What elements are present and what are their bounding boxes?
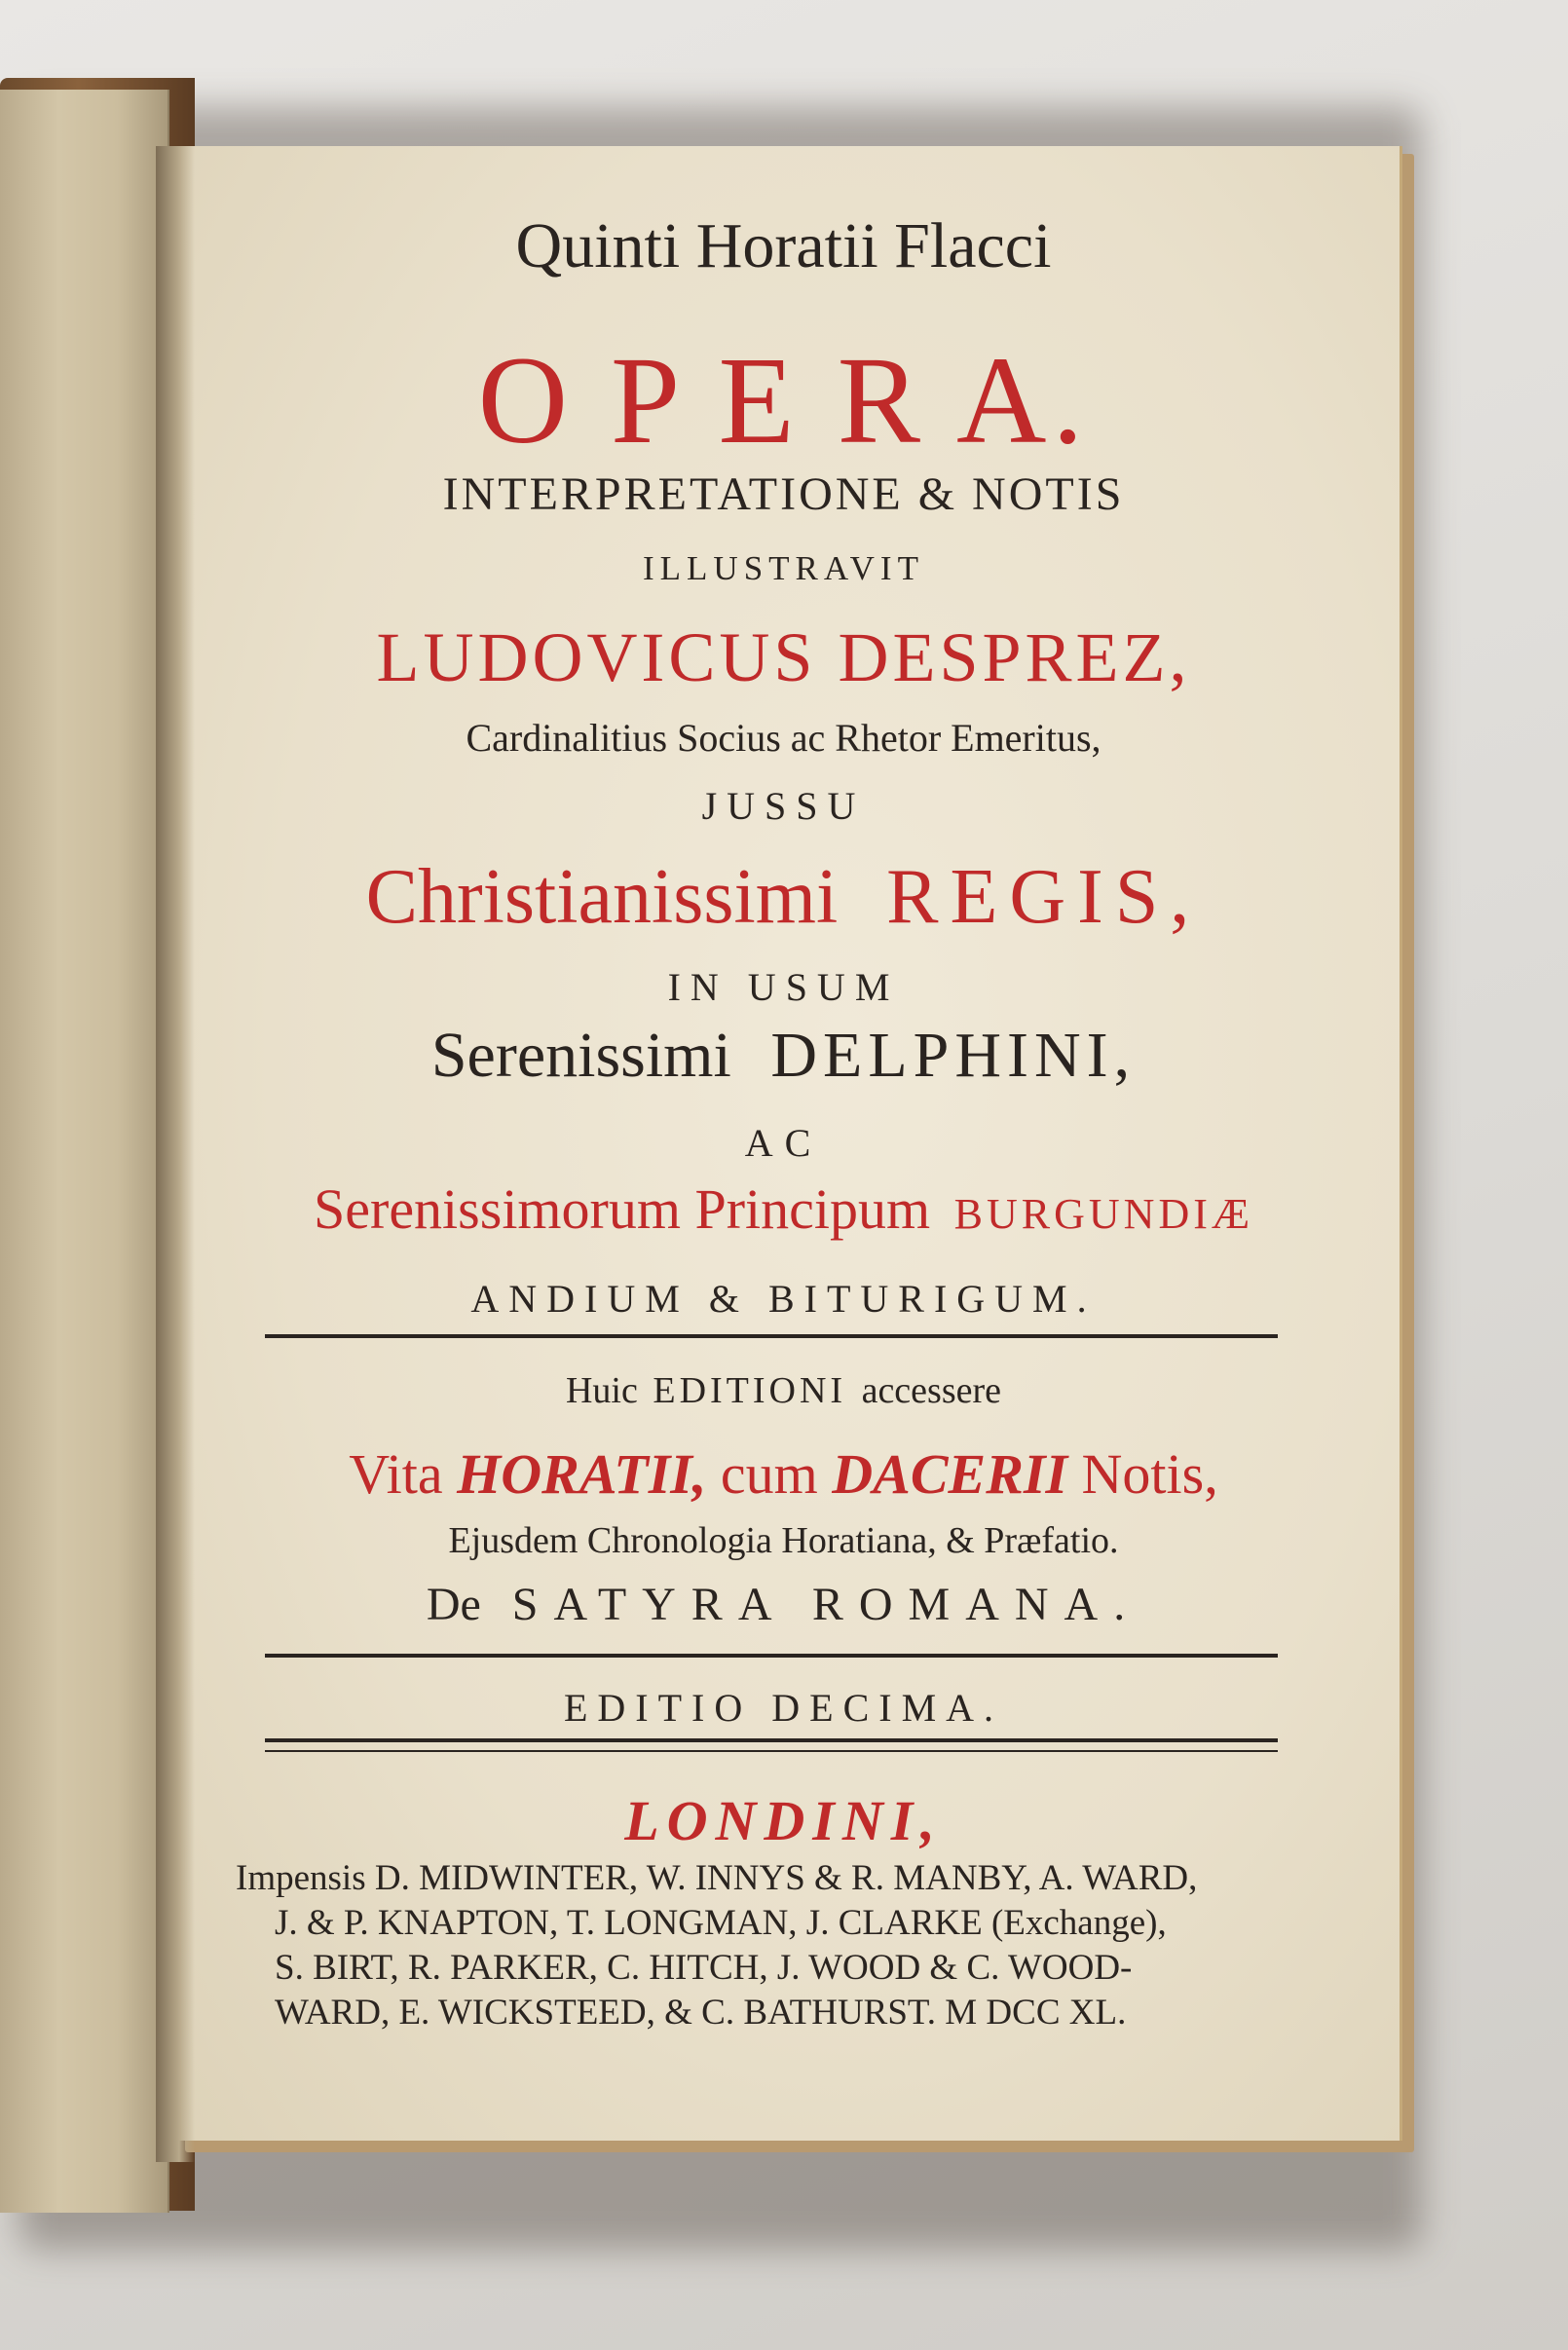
imprint-line-4: WARD, E. WICKSTEED, & C. BATHURST. M DCC XL. xyxy=(275,1993,1127,2033)
cum-word: cum xyxy=(720,1442,818,1506)
city-londini: LONDINI, xyxy=(624,1789,943,1852)
regis-word: REGIS, xyxy=(886,854,1202,940)
dacerii-word: DACERII xyxy=(832,1442,1068,1506)
accessere-word: accessere xyxy=(861,1370,1002,1411)
horatii-word: HORATII, xyxy=(457,1442,707,1506)
notis-word: Notis, xyxy=(1081,1442,1218,1506)
editor-title: Cardinalitius Socius ac Rhetor Emeritus, xyxy=(466,716,1101,760)
vita-line xyxy=(168,1441,1400,1507)
delphini-line xyxy=(168,1019,1400,1093)
andium-line: ANDIUM & BITURIGUM. xyxy=(470,1277,1097,1321)
divider-rule-2 xyxy=(265,1654,1278,1658)
burgundiae-word: BURGUNDIÆ xyxy=(953,1190,1253,1238)
delphini-word: DELPHINI, xyxy=(770,1020,1137,1091)
editio-decima: EDITIO DECIMA. xyxy=(563,1686,1004,1730)
interpretatione-line: INTERPRETATIONE & NOTIS xyxy=(442,468,1125,520)
ac-line: AC xyxy=(744,1121,823,1165)
book-gutter xyxy=(156,146,195,2162)
divider-rule xyxy=(265,1334,1278,1338)
principum-words: Serenissimorum Principum xyxy=(314,1177,931,1241)
ejusdem-line: Ejusdem Chronologia Horatiana, & Præfatio. xyxy=(448,1520,1119,1561)
burgundiae-line xyxy=(168,1176,1400,1242)
imprint-line-2: J. & P. KNAPTON, T. LONGMAN, J. CLARKE (Exchange), xyxy=(275,1903,1167,1943)
regis-line xyxy=(168,853,1400,942)
de-word: De xyxy=(426,1579,481,1630)
imprint-line-3: S. BIRT, R. PARKER, C. HITCH, J. WOOD & C. WOOD- xyxy=(275,1948,1133,1988)
huic-line xyxy=(168,1369,1400,1412)
satyra-romana-words: SATYRA ROMANA. xyxy=(511,1579,1141,1630)
jussu-line: JUSSU xyxy=(701,784,866,828)
editor-name: LUDOVICUS DESPREZ, xyxy=(376,618,1191,696)
in-usum-line: IN USUM xyxy=(667,965,900,1009)
christianissimi-word: Christianissimi xyxy=(365,854,839,940)
title-page xyxy=(168,146,1402,2141)
satyra-line xyxy=(168,1578,1400,1631)
huic-word: Huic xyxy=(565,1370,638,1411)
editioni-word: EDITIONI xyxy=(653,1370,847,1411)
double-rule-bottom xyxy=(265,1750,1278,1752)
imprint-line-1: Impensis D. MIDWINTER, W. INNYS & R. MANBY, A. WARD, xyxy=(236,1858,1198,1898)
vita-word: Vita xyxy=(349,1442,443,1506)
left-page xyxy=(0,90,169,2213)
serenissimi-word: Serenissimi xyxy=(430,1020,731,1091)
opera-title: O P E R A. xyxy=(477,331,1090,469)
illustravit-line: ILLUSTRAVIT xyxy=(643,549,924,587)
double-rule-top xyxy=(265,1738,1278,1742)
imprint-block xyxy=(236,1856,1336,2035)
author-line: Quinti Horatii Flacci xyxy=(515,210,1052,281)
